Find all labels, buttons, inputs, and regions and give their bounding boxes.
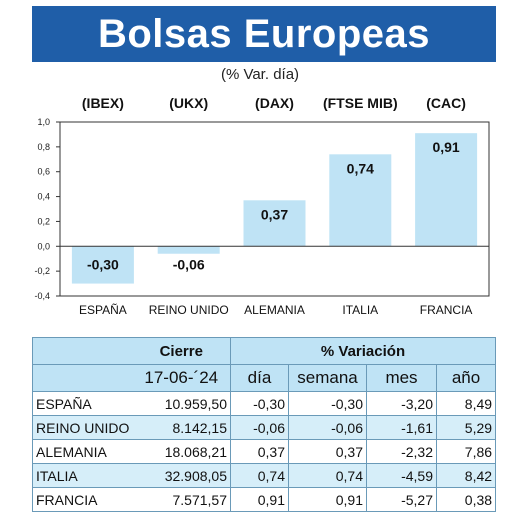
chart-subtitle: (% Var. día) <box>220 66 300 83</box>
row-week: 0,74 <box>289 464 367 488</box>
row-close: 7.571,57 <box>133 488 231 512</box>
y-tick-label: 0,6 <box>37 166 50 177</box>
index-label: (FTSE MIB) <box>322 95 398 111</box>
y-tick-label: 0,0 <box>37 241 50 252</box>
header-date: 17-06-´24 <box>133 365 231 392</box>
row-month: -4,59 <box>367 464 437 488</box>
header-empty-cell <box>33 338 133 365</box>
row-country: ALEMANIA <box>33 440 133 464</box>
row-close: 32.908,05 <box>133 464 231 488</box>
row-week: -0,06 <box>289 416 367 440</box>
row-year: 7,86 <box>437 440 496 464</box>
row-country: FRANCIA <box>33 488 133 512</box>
row-day: 0,74 <box>231 464 289 488</box>
row-close: 10.959,50 <box>133 392 231 416</box>
x-category-label: FRANCIA <box>419 303 473 317</box>
row-month: -5,27 <box>367 488 437 512</box>
page-title: Bolsas Europeas <box>97 11 431 56</box>
header-close: Cierre <box>133 338 231 365</box>
x-category-label: ALEMANIA <box>244 303 305 317</box>
row-country: ESPAÑA <box>33 392 133 416</box>
table-row <box>33 488 496 512</box>
bar-value-label: -0,30 <box>86 256 119 273</box>
row-month: -1,61 <box>367 416 437 440</box>
row-day: -0,06 <box>231 416 289 440</box>
bar-value-label: -0,06 <box>172 256 205 273</box>
row-week: 0,91 <box>289 488 367 512</box>
header-week: semana <box>289 365 367 392</box>
row-month: -2,32 <box>367 440 437 464</box>
x-category-label: ESPAÑA <box>79 303 127 317</box>
bar-value-label: 0,37 <box>260 206 289 223</box>
row-country: ITALIA <box>33 464 133 488</box>
table-header-row <box>33 338 496 365</box>
bar-value-label: 0,74 <box>346 160 374 177</box>
y-tick-label: 0,4 <box>37 191 50 202</box>
row-day: 0,37 <box>231 440 289 464</box>
row-year: 8,49 <box>437 392 496 416</box>
bar <box>158 246 220 253</box>
table-row <box>33 464 496 488</box>
x-category-label: REINO UNIDO <box>148 303 229 317</box>
row-year: 8,42 <box>437 464 496 488</box>
index-label: (CAC) <box>426 95 466 111</box>
header-year: año <box>437 365 496 392</box>
data-table-container <box>32 337 495 512</box>
y-tick-label: 0,8 <box>37 141 50 152</box>
x-category-label: ITALIA <box>342 303 379 317</box>
header-day: día <box>231 365 289 392</box>
row-week: -0,30 <box>289 392 367 416</box>
index-label: (UKX) <box>169 95 209 111</box>
row-year: 0,38 <box>437 488 496 512</box>
y-tick-label: 1,0 <box>37 117 50 127</box>
table-row <box>33 392 496 416</box>
row-day: 0,91 <box>231 488 289 512</box>
row-year: 5,29 <box>437 416 496 440</box>
row-week: 0,37 <box>289 440 367 464</box>
header-variation: % Variación <box>231 338 496 365</box>
row-country: REINO UNIDO <box>33 416 133 440</box>
row-month: -3,20 <box>367 392 437 416</box>
row-close: 18.068,21 <box>133 440 231 464</box>
y-tick-label: 0,2 <box>37 216 50 227</box>
table-subheader-row <box>33 365 496 392</box>
subheader-empty-cell <box>33 365 133 392</box>
table-row <box>33 440 496 464</box>
header-month: mes <box>367 365 437 392</box>
table-row <box>33 416 496 440</box>
row-day: -0,30 <box>231 392 289 416</box>
data-table <box>32 337 496 512</box>
row-close: 8.142,15 <box>133 416 231 440</box>
y-tick-label: -0,4 <box>34 291 50 301</box>
index-label: (DAX) <box>255 95 294 111</box>
bar-value-label: 0,91 <box>432 139 460 156</box>
y-tick-label: -0,2 <box>34 266 50 277</box>
index-label: (IBEX) <box>81 95 124 111</box>
